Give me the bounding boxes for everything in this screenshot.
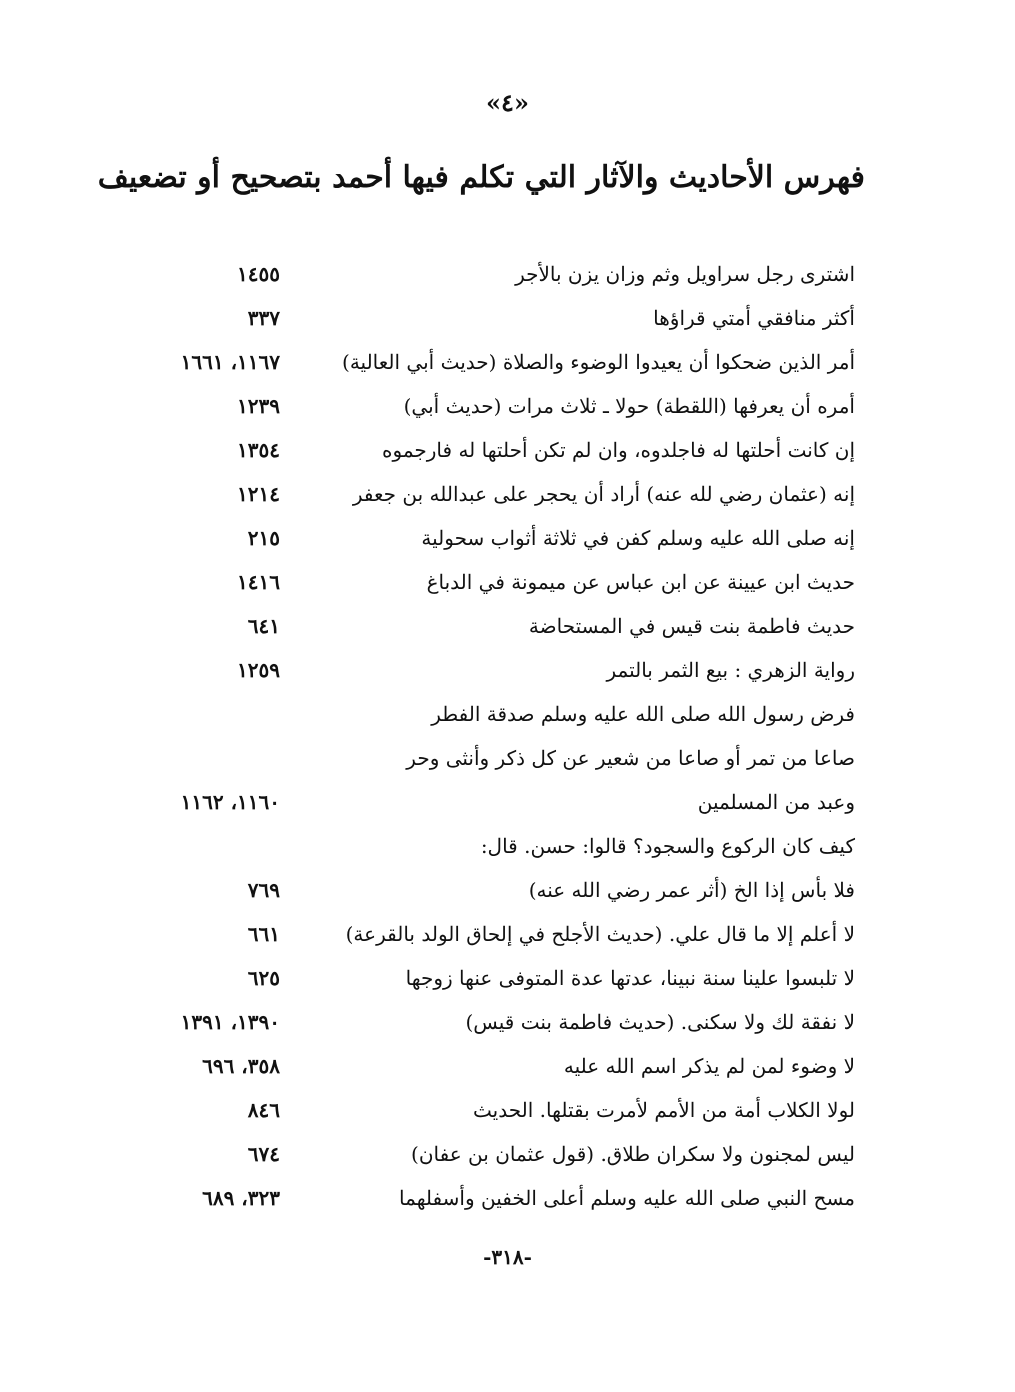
index-entry [140, 648, 855, 692]
entry-text: إنه (عثمان رضي لله عنه) أراد أن يحجر على عبدالله بن جعفر [352, 482, 855, 506]
index-entry [140, 384, 855, 428]
entry-text: أكثر منافقي أمتي قراؤها [653, 306, 855, 330]
index-entry [140, 868, 855, 912]
entry-page-ref: ٣٢٣، ٦٨٩ [202, 1186, 280, 1210]
entry-page-ref: ٦٦١ [247, 922, 280, 946]
page-number: -٣١٨- [483, 1245, 532, 1269]
entry-text: اشترى رجل سراويل وثم وزان يزن بالأجر [515, 262, 855, 286]
entry-page-ref: ٦٢٥ [247, 966, 280, 990]
entry-page-ref: ١٤٥٥ [237, 262, 280, 286]
index-entry [140, 1132, 855, 1176]
index-entry [140, 604, 855, 648]
entry-page-ref: ٣٣٧ [247, 306, 280, 330]
entry-page-ref: ١١٦٧، ١٦٦١ [180, 350, 280, 374]
index-entry [140, 1176, 855, 1220]
entry-page-ref: ٦٧٤ [247, 1142, 280, 1166]
entry-text: فرض رسول الله صلى الله عليه وسلم صدقة الفطر [431, 702, 855, 726]
index-entry [140, 296, 855, 340]
entry-text: لولا الكلاب أمة من الأمم لأمرت بقتلها. الحديث [473, 1098, 855, 1122]
index-entry [140, 560, 855, 604]
index-entry [140, 472, 855, 516]
entry-page-ref: ١٤١٦ [237, 570, 280, 594]
entry-page-ref: ١٣٩٠، ١٣٩١ [180, 1010, 280, 1034]
entry-text: لا تلبسوا علينا سنة نبينا، عدتها عدة المتوفى عنها زوجها [405, 966, 855, 990]
entry-text: كيف كان الركوع والسجود؟ قالوا: حسن. قال: [480, 834, 855, 858]
entry-page-ref: ٢١٥ [247, 526, 280, 550]
entry-text: إن كانت أحلتها له فاجلدوه، وان لم تكن أحلتها له فارجموه [382, 438, 855, 462]
index-entry [140, 780, 855, 824]
index-entry [140, 1000, 855, 1044]
index-entry [140, 912, 855, 956]
index-entry [140, 1044, 855, 1088]
entry-page-ref: ١٢١٤ [237, 482, 280, 506]
entry-page-ref: ٣٥٨، ٦٩٦ [202, 1054, 280, 1078]
entry-text: لا وضوء لمن لم يذكر اسم الله عليه [563, 1054, 855, 1078]
entry-text: حديث ابن عيينة عن ابن عباس عن ميمونة في الدباغ [426, 570, 855, 594]
entry-text: صاعا من تمر أو صاعا من شعير عن كل ذكر وأنثى وحر [406, 746, 855, 770]
section-mark: «٤» [486, 88, 529, 117]
entry-text: لا نفقة لك ولا سكنى. (حديث فاطمة بنت قيس) [465, 1010, 855, 1034]
entry-text: حديث فاطمة بنت قيس في المستحاضة [528, 614, 855, 638]
entry-text: وعبد من المسلمين [697, 790, 855, 814]
entry-page-ref: ١٣٥٤ [237, 438, 280, 462]
entry-text: لا أعلم إلا ما قال علي. (حديث الأجلح في إلحاق الولد بالقرعة) [345, 922, 855, 946]
entry-page-ref: ١٢٥٩ [237, 658, 280, 682]
entry-page-ref: ٧٦٩ [247, 878, 280, 902]
entry-page-ref: ٨٤٦ [247, 1098, 280, 1122]
index-entry [140, 252, 855, 296]
index-entry [140, 692, 855, 736]
index-entry [140, 516, 855, 560]
entry-text: رواية الزهري : بيع الثمر بالتمر [606, 658, 855, 682]
entry-text: إنه صلى الله عليه وسلم كفن في ثلاثة أثواب سحولية [421, 526, 855, 550]
entry-text: أمر الذين ضحكوا أن يعيدوا الوضوء والصلاة (حديث أبي العالية) [342, 350, 855, 374]
index-entry [140, 824, 855, 868]
index-entry [140, 340, 855, 384]
entry-text: ليس لمجنون ولا سكران طلاق. (قول عثمان بن عفان) [411, 1142, 855, 1166]
entry-page-ref: ٦٤١ [247, 614, 280, 638]
index-entry [140, 956, 855, 1000]
entry-text: أمره أن يعرفها (اللقطة) حولا ـ ثلاث مرات (حديث أبي) [403, 394, 855, 418]
entry-page-ref: ١٢٣٩ [237, 394, 280, 418]
entry-text: فلا بأس إذا الخ (أثر عمر رضي الله عنه) [528, 878, 855, 902]
page-title: فهرس الأحاديث والآثار التي تكلم فيها أحمد بتصحيح أو تضعيف [97, 160, 865, 195]
entry-page-ref: ١١٦٠، ١١٦٢ [180, 790, 280, 814]
index-entries [140, 252, 855, 1220]
index-entry [140, 736, 855, 780]
index-entry [140, 1088, 855, 1132]
entry-text: مسح النبي صلى الله عليه وسلم أعلى الخفين وأسفلهما [399, 1186, 855, 1210]
index-entry [140, 428, 855, 472]
